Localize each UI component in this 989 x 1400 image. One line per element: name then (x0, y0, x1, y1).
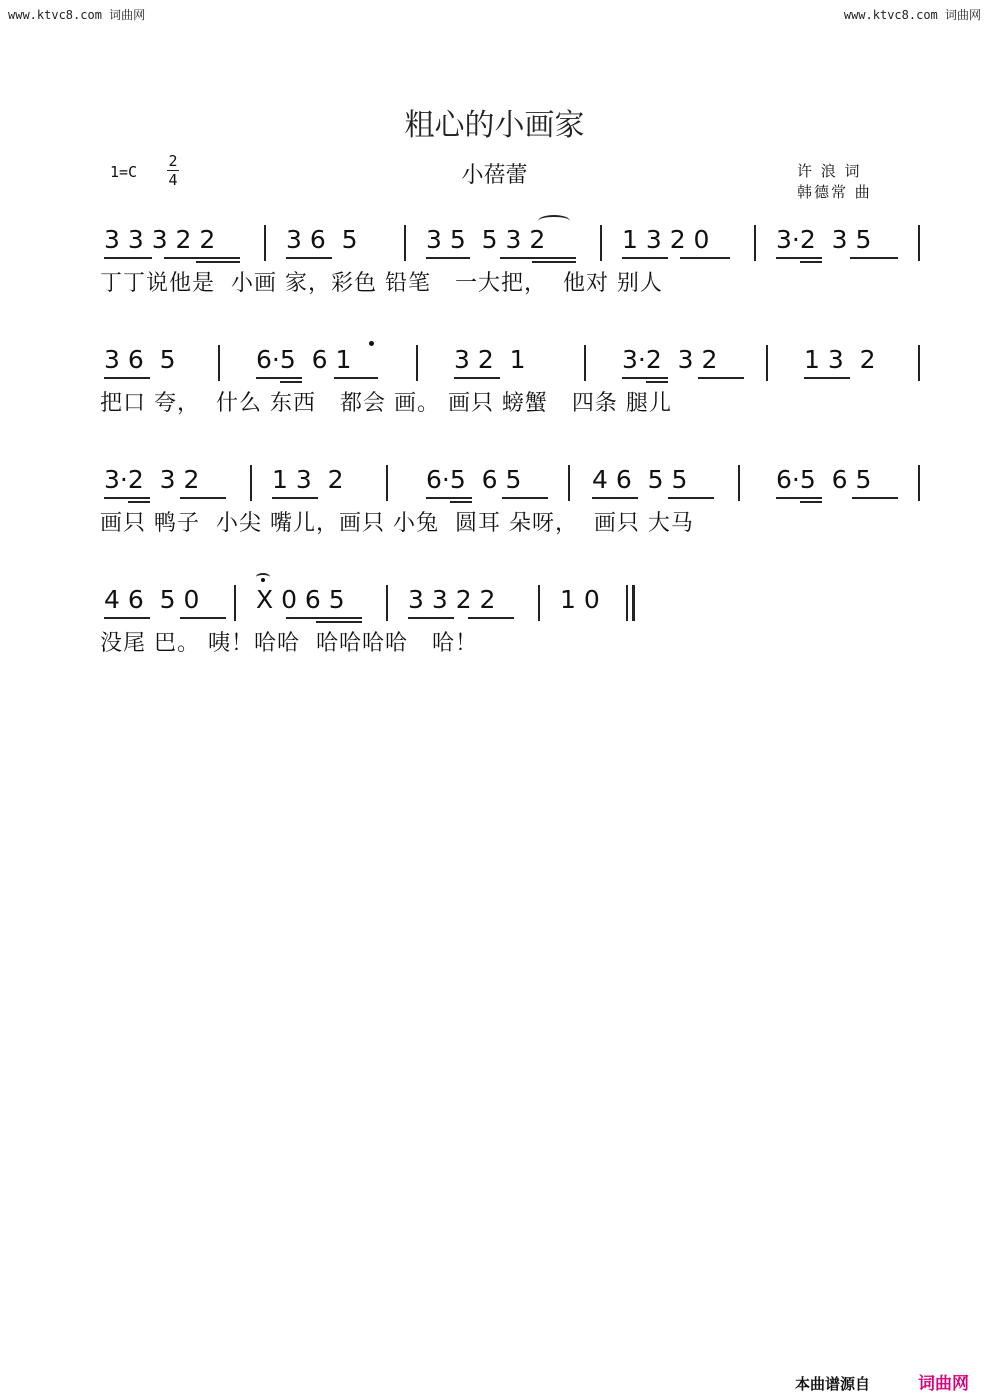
measure: 1 3 2 (804, 345, 876, 374)
watermark-right: www.ktvc8.com 词曲网 (843, 8, 981, 22)
bar-line (754, 225, 756, 261)
final-bar-line (626, 585, 628, 621)
bar-line (234, 585, 236, 621)
measure: 1 3 2 0 (622, 225, 710, 254)
measure: 3·2 3 2 (104, 465, 200, 494)
watermark-left: www.ktvc8.com 词曲网 (8, 8, 146, 22)
lyrics-line-4: 没尾 巴。 咦！哈哈 哈哈哈哈 哈！ (100, 631, 478, 656)
measure: 3 2 1 (454, 345, 526, 374)
measure: 3·2 3 2 (622, 345, 718, 374)
bar-line (264, 225, 266, 261)
lyrics-line-1: 丁丁说他是 小画 家，彩色 铅笔 一大把， 他对 别人 (100, 271, 663, 296)
measure: X 0 6 5 (256, 585, 345, 614)
bar-line (600, 225, 602, 261)
score-line-3 (100, 463, 930, 573)
bar-line (918, 345, 920, 381)
score-line-1 (100, 223, 930, 333)
bar-line (918, 465, 920, 501)
lyrics-line-2: 把口 夸， 什么 东西 都会 画。 画只 螃蟹 四条 腿儿 (100, 391, 672, 416)
singer: 小蓓蕾 (461, 163, 528, 188)
measure: 3 3 2 2 (408, 585, 496, 614)
song-title: 粗心的小画家 (404, 108, 585, 143)
time-signature-bottom: 4 (168, 171, 178, 189)
slur (538, 215, 570, 227)
score-notes-4 (100, 583, 600, 617)
measure: 4 6 5 0 (104, 585, 200, 614)
measure: 6·5 6 1 (256, 345, 352, 374)
fermata-dot (261, 578, 265, 582)
bar-line (538, 585, 540, 621)
footer-text: 本曲谱源自 (794, 1375, 870, 1393)
bar-line (568, 465, 570, 501)
score-notes-1 (100, 223, 872, 257)
bar-line (918, 225, 920, 261)
composer-credit: 韩德常 曲 (797, 183, 872, 201)
lyrics-line-3: 画只 鸭子 小尖 嘴儿，画只 小兔 圆耳 朵呀， 画只 大马 (100, 511, 694, 536)
bar-line (738, 465, 740, 501)
measure: 6·5 6 5 (776, 465, 872, 494)
bar-line (404, 225, 406, 261)
bar-line (250, 465, 252, 501)
high-octave-dot (369, 341, 374, 346)
measure: 3 5 5 3 2 (426, 225, 546, 254)
score-notes-2 (100, 343, 876, 377)
measure: 3 6 5 (286, 225, 358, 254)
measure: 1 3 2 (272, 465, 344, 494)
bar-line (766, 345, 768, 381)
bar-line (386, 585, 388, 621)
score-notes-3 (100, 463, 872, 497)
bar-line (218, 345, 220, 381)
lyricist-credit: 许 浪 词 (797, 162, 862, 180)
bar-line (386, 465, 388, 501)
footer (795, 1369, 969, 1394)
measure: 1 0 (560, 585, 600, 614)
bar-line (584, 345, 586, 381)
score-line-4 (100, 583, 930, 693)
time-signature-top: 2 (168, 152, 178, 170)
measure: 4 6 5 5 (592, 465, 688, 494)
score-line-2 (100, 343, 930, 453)
measure: 3 3 3 2 2 (104, 225, 216, 254)
footer-brand[interactable]: 词曲网 (918, 1374, 969, 1394)
final-bar-line-thick (632, 585, 635, 621)
key-signature: 1=C (110, 163, 138, 181)
measure: 3·2 3 5 (776, 225, 872, 254)
measure: 3 6 5 (104, 345, 176, 374)
bar-line (416, 345, 418, 381)
measure: 6·5 6 5 (426, 465, 522, 494)
